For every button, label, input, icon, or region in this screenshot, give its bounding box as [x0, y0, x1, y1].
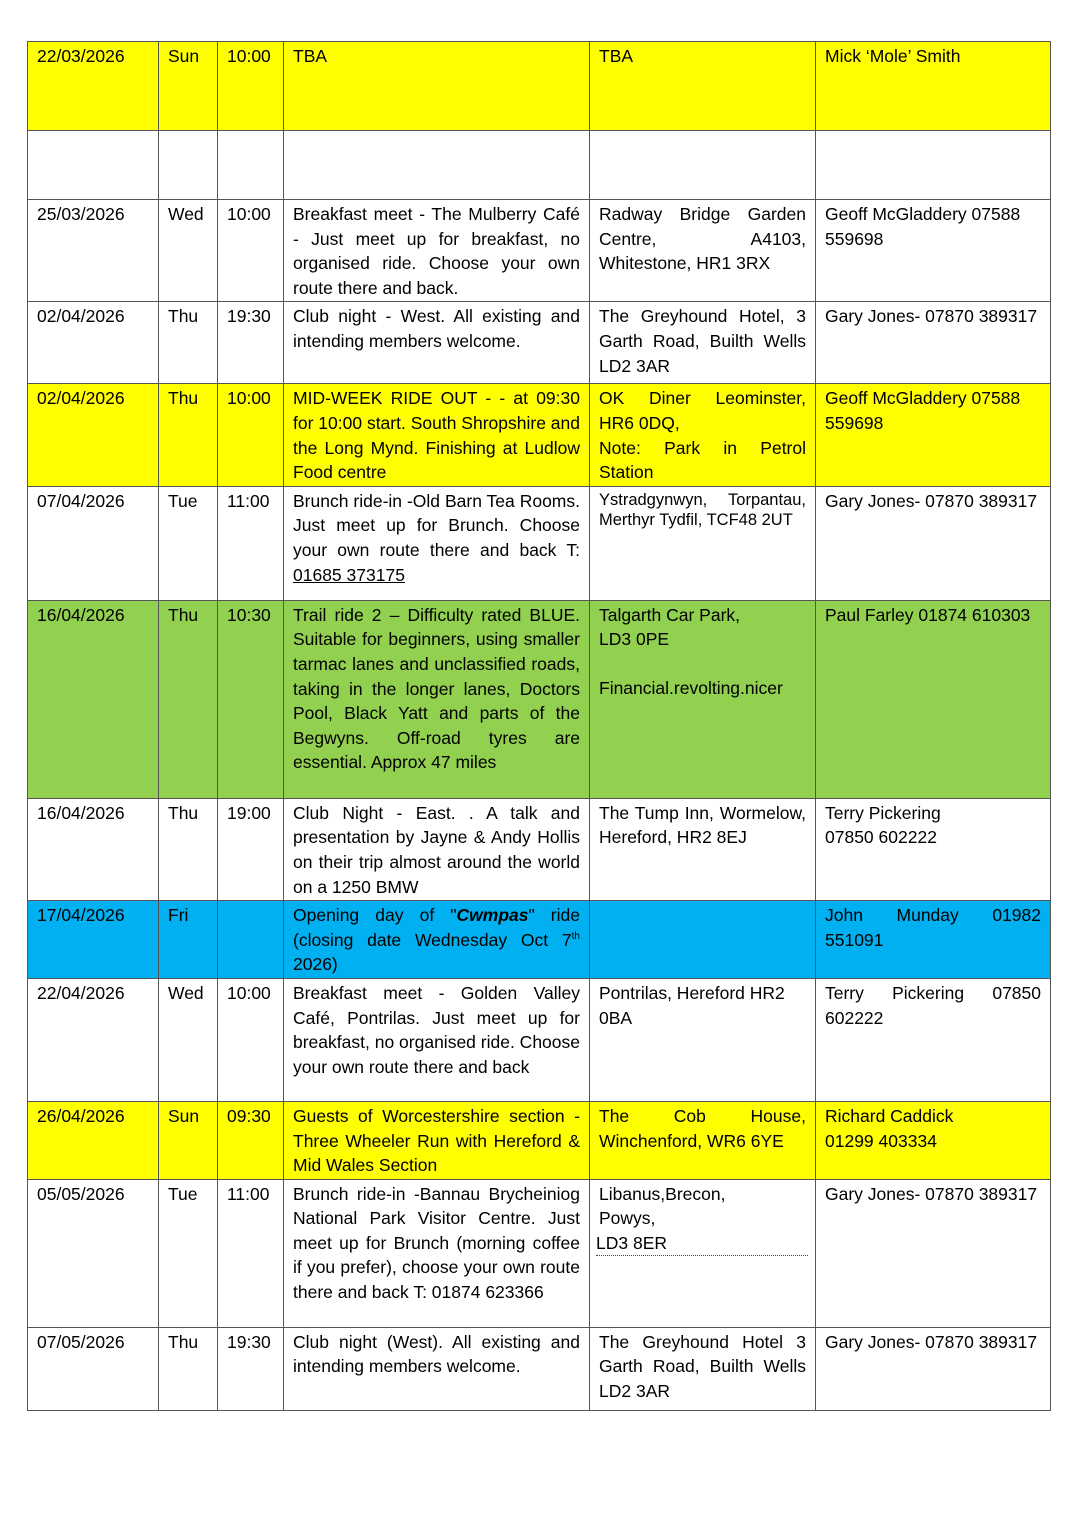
table-row	[28, 978, 1051, 1101]
event-cell	[284, 901, 590, 979]
table-row	[28, 384, 1051, 486]
time-cell: 09:30	[218, 1101, 284, 1179]
contact-cell	[816, 1101, 1051, 1179]
time-cell: 11:00	[218, 1179, 284, 1327]
date-cell: 16/04/2026	[28, 798, 159, 900]
table-row	[28, 798, 1051, 900]
contact-cell: Paul Farley 01874 610303	[816, 600, 1051, 798]
location-cell	[590, 384, 816, 486]
location-line: Financial.revolting.nicer	[599, 677, 783, 698]
location-line: Libanus,Brecon,	[599, 1183, 726, 1204]
location-cell: Radway Bridge Garden Centre, A4103, Whitestone, HR1 3RX	[590, 200, 816, 302]
time-cell	[218, 131, 284, 200]
location-cell: Pontrilas, Hereford HR2 0BA	[590, 978, 816, 1101]
location-cell: TBA	[590, 42, 816, 131]
location-line: Note: Park in Petrol Station	[599, 437, 806, 483]
location-cell: The Greyhound Hotel 3 Garth Road, Builth Wells LD2 3AR	[590, 1327, 816, 1410]
date-cell: 25/03/2026	[28, 200, 159, 302]
location-cell	[590, 131, 816, 200]
event-cell: Club Night - East. . A talk and presentation by Jayne & Andy Hollis on their trip almost around the world on a 1250 BMW	[284, 798, 590, 900]
event-cell	[284, 131, 590, 200]
date-cell: 17/04/2026	[28, 901, 159, 979]
time-cell: 19:30	[218, 1327, 284, 1410]
location-cell: Ystradgynwyn, Torpantau, Merthyr Tydfil, TCF48 2UT	[590, 486, 816, 600]
event-cell: Guests of Worcestershire section - Three Wheeler Run with Hereford & Mid Wales Section	[284, 1101, 590, 1179]
day-cell	[159, 131, 218, 200]
date-cell: 05/05/2026	[28, 1179, 159, 1327]
time-cell: 10:00	[218, 978, 284, 1101]
time-cell: 10:00	[218, 384, 284, 486]
day-cell: Tue	[159, 486, 218, 600]
contact-cell: Gary Jones- 07870 389317	[816, 1179, 1051, 1327]
contact-line: 01299 403334	[825, 1130, 937, 1151]
event-cell: Trail ride 2 – Difficulty rated BLUE. Suitable for beginners, using smaller tarmac lanes and unclassified roads, taking in the longer lanes, Doctors Pool, Black Yatt and parts of the Begwyns. Off-road tyres are essential. Approx 47 miles	[284, 600, 590, 798]
day-cell: Thu	[159, 302, 218, 384]
events-table	[27, 41, 1051, 1411]
date-cell: 22/03/2026	[28, 42, 159, 131]
event-cell: TBA	[284, 42, 590, 131]
table-row	[28, 42, 1051, 131]
day-cell: Thu	[159, 1327, 218, 1410]
location-cell: The Tump Inn, Wormelow, Hereford, HR2 8EJ	[590, 798, 816, 900]
ordinal-suffix: th	[571, 930, 580, 942]
contact-line: 07850 602222	[825, 827, 937, 848]
location-cell: The Cob House, Winchenford, WR6 6YE	[590, 1101, 816, 1179]
date-cell	[28, 131, 159, 200]
location-line: OK Diner Leominster, HR6 0DQ,	[599, 388, 806, 433]
event-cell: Club night - West. All existing and intending members welcome.	[284, 302, 590, 384]
event-cell: Club night (West). All existing and intending members welcome.	[284, 1327, 590, 1410]
event-text: 2026)	[293, 954, 338, 975]
day-cell: Sun	[159, 1101, 218, 1179]
contact-cell: Gary Jones- 07870 389317	[816, 1327, 1051, 1410]
table-row	[28, 302, 1051, 384]
time-cell: 19:00	[218, 798, 284, 900]
contact-cell: Geoff McGladdery 07588 559698	[816, 384, 1051, 486]
table-row	[28, 131, 1051, 200]
date-cell: 26/04/2026	[28, 1101, 159, 1179]
date-cell: 02/04/2026	[28, 384, 159, 486]
day-cell: Wed	[159, 200, 218, 302]
date-cell: 07/05/2026	[28, 1327, 159, 1410]
event-cell: Breakfast meet - The Mulberry Café - Just meet up for breakfast, no organised ride. Choose your own route there and back.	[284, 200, 590, 302]
table-row	[28, 1101, 1051, 1179]
table-row	[28, 1179, 1051, 1327]
day-cell: Sun	[159, 42, 218, 131]
date-cell: 02/04/2026	[28, 302, 159, 384]
contact-cell: Geoff McGladdery 07588 559698	[816, 200, 1051, 302]
location-line: Powys,	[599, 1208, 656, 1229]
location-line: LD3 8ER	[596, 1231, 808, 1257]
contact-cell: Gary Jones- 07870 389317	[816, 302, 1051, 384]
day-cell: Thu	[159, 384, 218, 486]
contact-cell	[816, 798, 1051, 900]
location-line: LD3 0PE	[599, 629, 670, 650]
event-cell	[284, 486, 590, 600]
event-emphasis: Cwmpas	[456, 905, 529, 926]
time-cell	[218, 901, 284, 979]
time-cell: 19:30	[218, 302, 284, 384]
event-cell: Brunch ride-in -Bannau Brycheiniog National Park Visitor Centre. Just meet up for Brunch (morning coffee if you prefer), choose your own route there and back T: 01874 623366	[284, 1179, 590, 1327]
time-cell: 11:00	[218, 486, 284, 600]
contact-cell: Mick ‘Mole’ Smith	[816, 42, 1051, 131]
event-cell: MID-WEEK RIDE OUT - - at 09:30 for 10:00 start. South Shropshire and the Long Mynd. Finishing at Ludlow Food centre	[284, 384, 590, 486]
phone-link[interactable]: 01685 373175	[293, 564, 405, 585]
day-cell: Tue	[159, 1179, 218, 1327]
contact-cell: Gary Jones- 07870 389317	[816, 486, 1051, 600]
contact-cell	[816, 131, 1051, 200]
time-cell: 10:00	[218, 42, 284, 131]
contact-line: Terry Pickering	[825, 802, 941, 823]
location-cell	[590, 901, 816, 979]
location-cell	[590, 1179, 816, 1327]
event-text: " ride (closing date Wednesday Oct 7	[293, 905, 580, 950]
table-row	[28, 1327, 1051, 1410]
table-row	[28, 901, 1051, 979]
date-cell: 22/04/2026	[28, 978, 159, 1101]
day-cell: Fri	[159, 901, 218, 979]
contact-cell: Terry Pickering 07850 602222	[816, 978, 1051, 1101]
day-cell: Thu	[159, 798, 218, 900]
date-cell: 16/04/2026	[28, 600, 159, 798]
table-row	[28, 486, 1051, 600]
table-row	[28, 200, 1051, 302]
event-cell: Breakfast meet - Golden Valley Café, Pontrilas. Just meet up for breakfast, no organised ride. Choose your own route there and back	[284, 978, 590, 1101]
event-text: Opening day of "	[293, 905, 457, 926]
time-cell: 10:30	[218, 600, 284, 798]
location-line: Talgarth Car Park,	[599, 604, 741, 625]
location-cell	[590, 600, 816, 798]
contact-cell: John Munday 01982 551091	[816, 901, 1051, 979]
day-cell: Thu	[159, 600, 218, 798]
location-cell: The Greyhound Hotel, 3 Garth Road, Builth Wells LD2 3AR	[590, 302, 816, 384]
day-cell: Wed	[159, 978, 218, 1101]
event-text: Brunch ride-in -Old Barn Tea Rooms. Just meet up for Brunch. Choose your own route there and back T:	[293, 490, 580, 560]
time-cell: 10:00	[218, 200, 284, 302]
location-line	[599, 652, 806, 676]
table-row	[28, 600, 1051, 798]
contact-line: Richard Caddick	[825, 1105, 954, 1126]
date-cell: 07/04/2026	[28, 486, 159, 600]
